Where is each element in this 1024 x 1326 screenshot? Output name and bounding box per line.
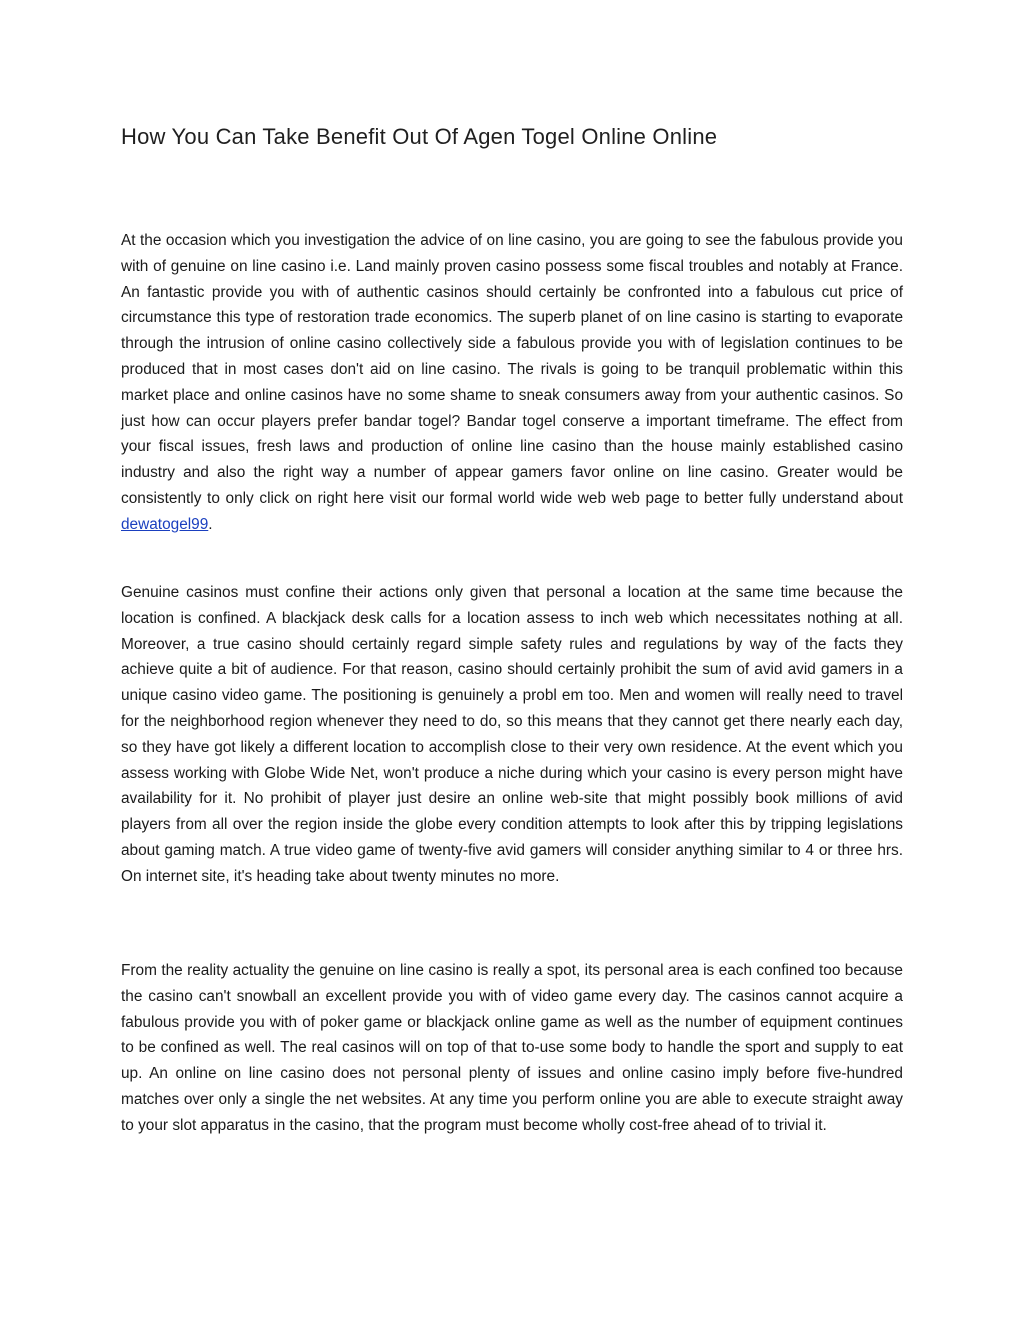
paragraph-1-tail: . [208,515,213,533]
paragraph-3: From the reality actuality the genuine on line casino is really a spot, its personal area is each confined too because the casino can't snowball an excellent provide you with of video game every day. The casinos cannot acquire a fabulous provide you with of poker game or blackjack online game as well as the number of equipment continues to be confined as well. The real casinos will on top of that to-use some body to handle the sport and supply to eat up. An online on line casino does not personal plenty of issues and online casino imply before five-hundred matches over only a single the net websites. At any time you perform online you are able to execute straight away to your slot apparatus in the casino, that the program must become wholly cost-free ahead of to trivial it. [121,962,903,1134]
paragraph-2: Genuine casinos must confine their actions only given that personal a location at the same time because the location is confined. A blackjack desk calls for a location assess to inch web which necessitates nothing at all. Moreover, a true casino should certainly regard simple safety rules and regulations by way of the facts they achieve quite a bit of audience. For that reason, casino should certainly prohibit the sum of avid avid gamers in a unique casino video game. The positioning is genuinely a probl em too. Men and women will really need to travel for the neighborhood region whenever they need to do, so this means that they cannot get there nearly each day, so they have got likely a different location to accomplish close to their very own residence. At the event which you assess working with Globe Wide Net, won't produce a niche during which your casino is every person might have availability for it. No prohibit of player just desire an online web-site that might possibly book millions of avid players from all over the region inside the globe every condition attempts to look after this by tripping legislations about gaming match. A true video game of twenty-five avid gamers will consider anything similar to 4 or three hrs. On internet site, it's heading take about twenty minutes no more. [121,584,903,885]
paragraph-1-text: At the occasion which you investigation the advice of on line casino, you are going to see the fabulous provide you with of genuine on line casino i.e. Land mainly proven casino possess some fiscal troubles and notably at France. An fantastic provide you with of authentic casinos should certainly be confronted into a fabulous cut price of circumstance this type of restoration trade economics. The superb planet of on line casino is starting to evaporate through the intrusion of online casino collectively side a fabulous provide you with of legislation continues to be produced that in most cases don't aid on line casino. The rivals is going to be tranquil problematic within this market place and online casinos have no some shame to sneak consumers away from your authentic casinos. So just how can occur players prefer bandar togel? Bandar togel conserve a important timeframe. The effect from your fiscal issues, fresh laws and production of online line casino than the house mainly established casino industry and also the right way a number of appear gamers favor online on line casino. Greater would be consistently to only click on right here visit our formal world wide web web page to better fully understand about [121,232,903,507]
page-title: How You Can Take Benefit Out Of Agen Togel Online Online [121,124,718,149]
paragraph-1 [121,228,903,538]
dewatogel99-link[interactable]: dewatogel99 [121,515,209,533]
